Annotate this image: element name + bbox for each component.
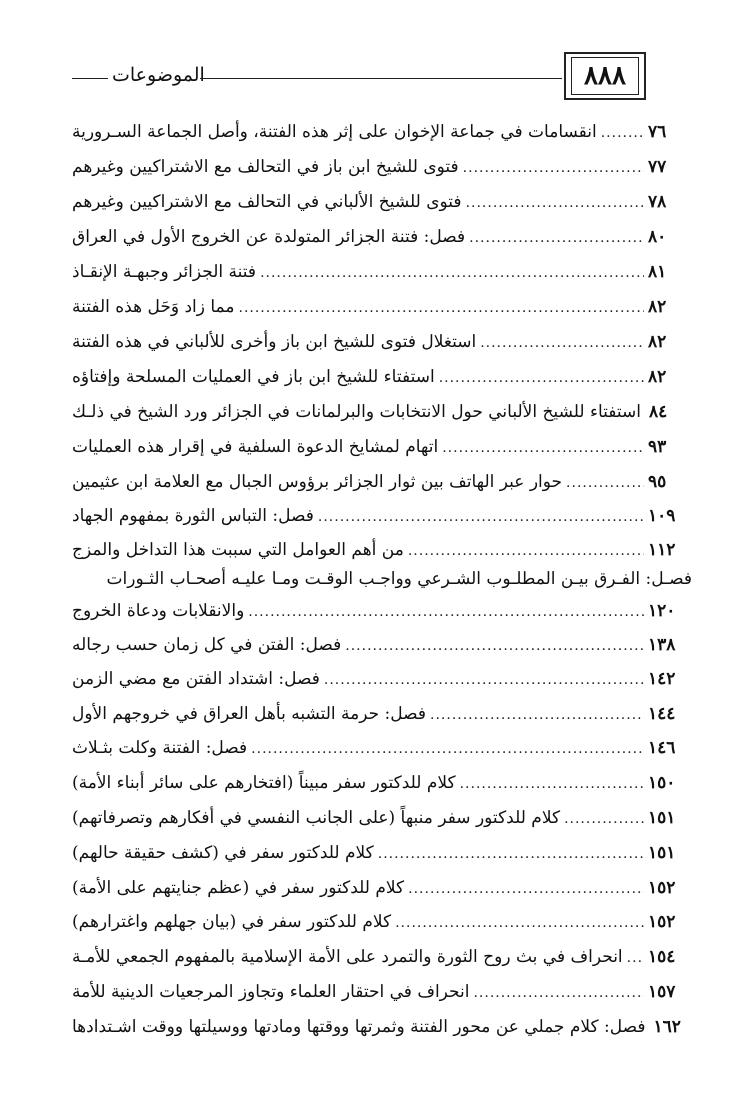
toc-entry-page: ١٠٩ — [648, 506, 676, 526]
toc-entry — [72, 362, 692, 392]
toc-entry-page: ٨١ — [648, 262, 667, 282]
toc-entry-title: استغلال فتوى للشيخ ابن باز وأخرى للألباني في هذه الفتنة — [72, 332, 477, 352]
header-rule-left — [72, 78, 108, 79]
toc-entry-title: كلام للدكتور سفر مبيناً (افتخارهم على سائر أبناء الأمة) — [72, 773, 456, 793]
toc-leader-dots — [627, 943, 644, 973]
toc-leader-dots — [460, 769, 644, 799]
toc-entry-title: فصل: التباس الثورة بمفهوم الجهاد — [72, 506, 314, 526]
toc-entry-page: ٨٤ — [648, 402, 668, 422]
toc-leader-dots — [395, 908, 644, 938]
toc-entry — [72, 187, 692, 217]
toc-entry — [72, 327, 692, 357]
toc-entry-title: انحراف في احتقار العلماء وتجاوز المرجعيات الدينية للأمة — [72, 982, 470, 1002]
toc-entry-page: ١٥١ — [648, 843, 676, 863]
toc-entry-page: ١١٢ — [648, 540, 676, 560]
toc-entry — [72, 733, 692, 763]
toc-entry-page: ٩٥ — [648, 472, 667, 492]
toc-leader-dots — [248, 597, 644, 627]
toc-leader-dots — [318, 502, 644, 532]
toc-entry — [72, 222, 692, 252]
toc-entry-title: كلام للدكتور سفر منبهاً (على الجانب النفسي في أفكارهم وتصرفاتهم) — [72, 808, 561, 828]
toc-entry-title: فتوى للشيخ الألباني في التحالف مع الاشتراكيين وغيرهم — [72, 192, 462, 212]
toc-leader-dots — [239, 293, 645, 323]
toc-leader-dots — [601, 118, 644, 148]
toc-entry-page: ١٥٤ — [648, 947, 676, 967]
toc-entry-page: ١٥٢ — [648, 912, 676, 932]
toc-leader-dots — [473, 978, 644, 1008]
toc-entry-page: ١٤٤ — [648, 704, 676, 724]
toc-entry-page: ١٥٠ — [648, 773, 676, 793]
toc-entry — [72, 873, 692, 903]
toc-entry — [72, 501, 692, 531]
toc-entry-title: فصل: اشتداد الفتن مع مضي الزمن — [72, 669, 320, 689]
toc-entry — [72, 907, 692, 937]
toc-entry — [72, 942, 692, 972]
toc-entry-page: ١٣٨ — [648, 635, 676, 655]
toc-entry-page: ١٤٦ — [648, 738, 676, 758]
toc-leader-dots — [439, 363, 644, 393]
toc-entry-title: استفتاء للشيخ الألباني حول الانتخابات والبرلمانات في الجزائر ورد الشيخ في ذلـك — [72, 402, 641, 422]
toc-entry — [72, 664, 692, 694]
toc-entry-title: فصل: الفتن في كل زمان حسب رجاله — [72, 635, 342, 655]
running-header-title: الموضوعات — [112, 64, 205, 86]
toc-leader-dots — [430, 700, 644, 730]
toc-entry — [72, 467, 692, 497]
toc-entry-title: انقسامات في جماعة الإخوان على إثر هذه الفتنة، وأصل الجماعة السـرورية — [72, 122, 597, 142]
toc-entry-title: حوار عبر الهاتف بين ثوار الجزائر برؤوس الجبال مع العلامة ابن عثيمين — [72, 472, 563, 492]
toc-leader-dots — [442, 433, 644, 463]
toc-leader-dots — [378, 839, 644, 869]
toc-leader-dots — [466, 188, 644, 218]
toc-leader-dots — [564, 804, 644, 834]
toc-entry-page: ١٥٢ — [648, 878, 676, 898]
toc-entry-title: كلام للدكتور سفر في (كشف حقيقة حالهم) — [72, 843, 374, 863]
toc-entry-title: استفتاء للشيخ ابن باز في العمليات المسلحة وإفتاؤه — [72, 367, 435, 387]
toc-entry-page: ١٢٠ — [648, 601, 676, 621]
toc-leader-dots — [260, 258, 644, 288]
toc-entry-page: ٧٦ — [648, 122, 667, 142]
toc-leader-dots — [463, 153, 644, 183]
toc-entry-title: مما زاد وَحَل هذه الفتنة — [72, 297, 235, 317]
toc-entry-title: فصل: فتنة الجزائر المتولدة عن الخروج الأول في العراق — [72, 227, 466, 247]
header-rule — [200, 78, 562, 79]
toc-entry — [72, 768, 692, 798]
toc-entry-title: اتهام لمشايخ الدعوة السلفية في إقرار هذه العمليات — [72, 437, 439, 457]
toc-leader-dots — [480, 328, 644, 358]
page-number: ٨٨٨ — [571, 57, 639, 95]
toc-entry — [72, 630, 692, 660]
toc-leader-dots — [251, 734, 644, 764]
toc-leader-dots — [324, 665, 644, 695]
toc-entry-title: فصل: كلام جملي عن محور الفتنة وثمرتها ووقتها ومادتها ووسيلتها ووقت اشـتدادها — [72, 1017, 646, 1037]
toc-entry-page: ١٤٢ — [648, 669, 676, 689]
toc-entry — [72, 1012, 692, 1042]
toc-entry-page: ٨٢ — [648, 332, 667, 352]
toc-entry-title: فتنة الجزائر وجبهـة الإنقـاذ — [72, 262, 257, 282]
toc-entry-page: ٧٧ — [648, 157, 667, 177]
toc-entry-page: ٨٢ — [648, 367, 667, 387]
toc-entry-page: ٩٣ — [648, 437, 667, 457]
toc-entry-first-line: فصـل: الفـرق بيـن المطلـوب الشـرعي وواجـب الوقـت ومـا عليـه أصحـاب الثـورات — [106, 569, 692, 589]
toc-entry-title: كلام للدكتور سفر في (عظم جنايتهم على الأمة) — [72, 878, 405, 898]
toc-entry-title: فصل: الفتنة وكلت بثـلاث — [72, 738, 248, 758]
toc-entry-page: ٧٨ — [648, 192, 667, 212]
toc-leader-dots — [566, 468, 644, 498]
toc-entry-title: فصل: حرمة التشبه بأهل العراق في خروجهم الأول — [72, 704, 427, 724]
toc-entry-title: من أهم العوامل التي سببت هذا التداخل والمزج — [72, 540, 404, 560]
toc-leader-dots — [345, 631, 644, 661]
toc-entry — [72, 397, 692, 427]
toc-entry-page: ١٥٧ — [648, 982, 676, 1002]
toc-entry-page: ٨٢ — [648, 297, 667, 317]
toc-entry — [72, 838, 692, 868]
toc-entry — [72, 152, 692, 182]
toc-entry-page: ٨٠ — [648, 227, 667, 247]
toc-entry — [72, 257, 692, 287]
toc-entry-page: ١٦٢ — [653, 1017, 681, 1037]
toc-entry — [72, 977, 692, 1007]
toc-entry — [72, 117, 692, 147]
toc-entry-title: فتوى للشيخ ابن باز في التحالف مع الاشتراكيين وغيرهم — [72, 157, 459, 177]
toc-entry-page: ١٥١ — [648, 808, 676, 828]
toc-entry — [72, 699, 692, 729]
toc-leader-dots — [408, 536, 644, 566]
toc-entry — [72, 292, 692, 322]
toc-entry-title: والانقلابات ودعاة الخروج — [72, 601, 245, 621]
toc-entry-title: كلام للدكتور سفر في (بيان جهلهم واغترارهم) — [72, 912, 392, 932]
toc-leader-dots — [408, 874, 644, 904]
toc-entry — [72, 535, 692, 565]
toc-leader-dots — [469, 223, 644, 253]
toc-entry — [72, 803, 692, 833]
toc-entry-title: انحراف في بث روح الثورة والتمرد على الأمة الإسلامية بالمفهوم الجمعي للأمـة — [72, 947, 623, 967]
toc-entry — [72, 596, 692, 626]
toc-entry — [72, 432, 692, 462]
